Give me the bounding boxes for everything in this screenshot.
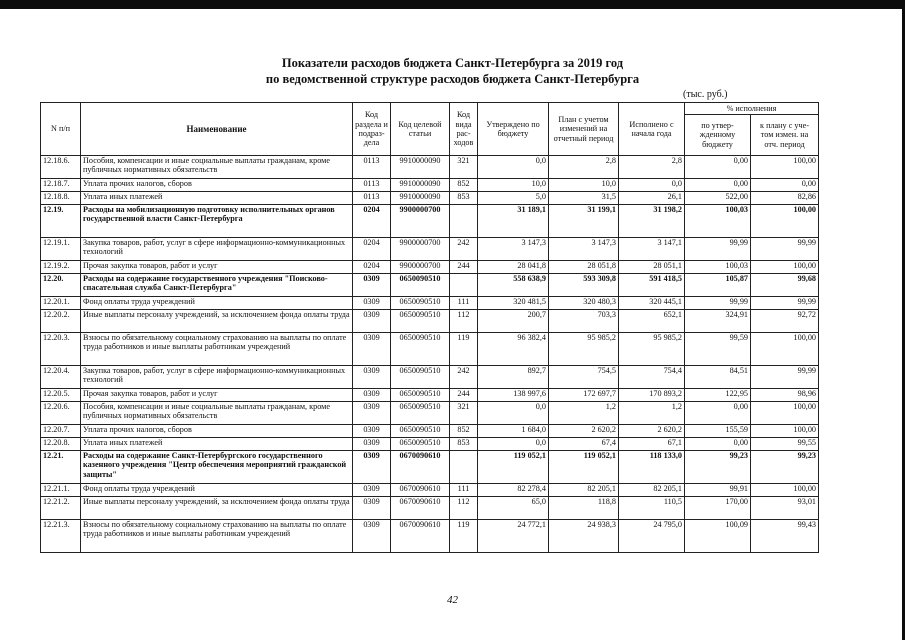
row-percent-budget: 99,99: [685, 238, 751, 261]
row-percent-plan: 99,43: [751, 520, 819, 553]
row-section-code: 0309: [353, 425, 391, 438]
table-row: [41, 192, 819, 205]
table-row: [41, 389, 819, 402]
row-section-code: 0309: [353, 310, 391, 333]
row-executed: 2,8: [619, 156, 685, 179]
top-scan-border: [0, 0, 905, 9]
row-executed: 31 198,2: [619, 205, 685, 238]
row-approved: 0,0: [478, 402, 549, 425]
row-executed: 170 893,2: [619, 389, 685, 402]
row-percent-budget: 122,95: [685, 389, 751, 402]
row-plan: 28 051,8: [549, 261, 619, 274]
row-section-code: 0204: [353, 238, 391, 261]
row-percent-plan: 0,00: [751, 179, 819, 192]
row-approved: 65,0: [478, 497, 549, 520]
row-executed: 652,1: [619, 310, 685, 333]
row-kind-code: 244: [450, 261, 478, 274]
row-executed: 95 985,2: [619, 333, 685, 366]
row-target-code: 9900000700: [391, 205, 450, 238]
row-section-code: 0309: [353, 274, 391, 297]
row-percent-plan: 100,00: [751, 205, 819, 238]
row-kind-code: 321: [450, 402, 478, 425]
row-plan: 24 938,3: [549, 520, 619, 553]
row-executed: 26,1: [619, 192, 685, 205]
row-section-code: 0309: [353, 451, 391, 484]
row-target-code: 0650090510: [391, 389, 450, 402]
table-row: [41, 366, 819, 389]
row-executed: 24 795,0: [619, 520, 685, 553]
row-executed: 2 620,2: [619, 425, 685, 438]
row-target-code: 0670090610: [391, 497, 450, 520]
table-row: [41, 451, 819, 484]
row-section-code: 0309: [353, 438, 391, 451]
header-approved: Утверждено по бюджету: [478, 103, 549, 156]
row-num: 12.20.8.: [41, 438, 81, 451]
row-num: 12.20.1.: [41, 297, 81, 310]
row-percent-budget: 105,87: [685, 274, 751, 297]
header-section-code: Код раздела и подраз- дела: [353, 103, 391, 156]
row-percent-plan: 99,55: [751, 438, 819, 451]
document-title-line-2: по ведомственной структуре расходов бюджета Санкт-Петербурга: [265, 72, 640, 86]
table-body: [41, 156, 819, 553]
row-approved: 0,0: [478, 156, 549, 179]
row-approved: 1 684,0: [478, 425, 549, 438]
row-section-code: 0113: [353, 179, 391, 192]
table-row: [41, 179, 819, 192]
row-num: 12.19.: [41, 205, 81, 238]
row-target-code: 0650090510: [391, 438, 450, 451]
row-kind-code: 244: [450, 389, 478, 402]
table-row: [41, 274, 819, 297]
row-section-code: 0204: [353, 205, 391, 238]
row-percent-budget: 0,00: [685, 402, 751, 425]
row-kind-code: 112: [450, 497, 478, 520]
row-section-code: 0309: [353, 520, 391, 553]
row-plan: 31,5: [549, 192, 619, 205]
row-percent-plan: 100,00: [751, 261, 819, 274]
row-percent-plan: 82,86: [751, 192, 819, 205]
document-title-line-1: Показатели расходов бюджета Санкт-Петербурга за 2019 год: [281, 56, 624, 70]
row-percent-budget: 99,59: [685, 333, 751, 366]
table-row: [41, 156, 819, 179]
row-name: Уплата прочих налогов, сборов: [81, 179, 353, 192]
row-approved: 31 189,1: [478, 205, 549, 238]
row-percent-plan: 99,23: [751, 451, 819, 484]
row-num: 12.19.2.: [41, 261, 81, 274]
row-num: 12.18.6.: [41, 156, 81, 179]
row-executed: 67,1: [619, 438, 685, 451]
row-num: 12.20.5.: [41, 389, 81, 402]
row-percent-budget: 99,91: [685, 484, 751, 497]
row-section-code: 0309: [353, 389, 391, 402]
row-percent-budget: 99,99: [685, 297, 751, 310]
row-percent-plan: 98,96: [751, 389, 819, 402]
row-approved: 82 278,4: [478, 484, 549, 497]
row-plan: 10,0: [549, 179, 619, 192]
row-plan: 119 052,1: [549, 451, 619, 484]
row-approved: 200,7: [478, 310, 549, 333]
header-percent-plan: к плану с уче- том измен. на отч. период: [751, 115, 819, 156]
table-row: [41, 261, 819, 274]
row-num: 12.20.2.: [41, 310, 81, 333]
header-percent-group: % исполнения: [685, 103, 819, 115]
row-plan: 703,3: [549, 310, 619, 333]
row-percent-plan: 100,00: [751, 402, 819, 425]
row-percent-budget: 155,59: [685, 425, 751, 438]
row-section-code: 0309: [353, 333, 391, 366]
table-row: [41, 205, 819, 238]
row-target-code: 0670090610: [391, 451, 450, 484]
row-executed: 754,4: [619, 366, 685, 389]
row-num: 12.20.4.: [41, 366, 81, 389]
row-target-code: 0670090610: [391, 484, 450, 497]
row-kind-code: [450, 451, 478, 484]
table-row: [41, 310, 819, 333]
row-target-code: 9900000700: [391, 261, 450, 274]
row-name: Взносы по обязательному социальному страхованию на выплаты по оплате труда работников и иные выплаты работникам учреждений: [81, 520, 353, 553]
row-name: Уплата иных платежей: [81, 192, 353, 205]
row-percent-budget: 324,91: [685, 310, 751, 333]
row-num: 12.21.1.: [41, 484, 81, 497]
row-plan: 754,5: [549, 366, 619, 389]
row-percent-plan: 92,72: [751, 310, 819, 333]
row-percent-budget: 522,00: [685, 192, 751, 205]
table-row: [41, 402, 819, 425]
row-section-code: 0309: [353, 297, 391, 310]
row-percent-plan: 100,00: [751, 333, 819, 366]
row-target-code: 9910000090: [391, 156, 450, 179]
row-kind-code: 111: [450, 297, 478, 310]
table-row: [41, 484, 819, 497]
row-target-code: 0670090610: [391, 520, 450, 553]
row-section-code: 0204: [353, 261, 391, 274]
row-num: 12.18.8.: [41, 192, 81, 205]
row-approved: 3 147,3: [478, 238, 549, 261]
row-target-code: 0650090510: [391, 366, 450, 389]
row-approved: 320 481,5: [478, 297, 549, 310]
row-plan: 31 199,1: [549, 205, 619, 238]
row-kind-code: 119: [450, 333, 478, 366]
row-name: Фонд оплаты труда учреждений: [81, 297, 353, 310]
row-section-code: 0113: [353, 192, 391, 205]
row-percent-budget: 84,51: [685, 366, 751, 389]
row-percent-budget: 100,09: [685, 520, 751, 553]
row-executed: 320 445,1: [619, 297, 685, 310]
row-section-code: 0309: [353, 497, 391, 520]
row-name: Пособия, компенсации и иные социальные выплаты гражданам, кроме публичных нормативных обязательств: [81, 402, 353, 425]
row-plan: 67,4: [549, 438, 619, 451]
row-kind-code: 242: [450, 238, 478, 261]
row-target-code: 9910000090: [391, 179, 450, 192]
row-target-code: 0650090510: [391, 402, 450, 425]
row-target-code: 0650090510: [391, 274, 450, 297]
row-name: Фонд оплаты труда учреждений: [81, 484, 353, 497]
row-plan: 2,8: [549, 156, 619, 179]
row-approved: 558 638,9: [478, 274, 549, 297]
row-executed: 1,2: [619, 402, 685, 425]
header-plan: План с учетом изменений на отчетный период: [549, 103, 619, 156]
row-kind-code: 853: [450, 438, 478, 451]
row-percent-budget: 100,03: [685, 261, 751, 274]
row-section-code: 0309: [353, 366, 391, 389]
row-name: Пособия, компенсации и иные социальные выплаты гражданам, кроме публичных нормативных обязательств: [81, 156, 353, 179]
row-approved: 119 052,1: [478, 451, 549, 484]
table-row: [41, 297, 819, 310]
row-executed: 3 147,1: [619, 238, 685, 261]
row-plan: 95 985,2: [549, 333, 619, 366]
row-target-code: 9910000090: [391, 192, 450, 205]
row-percent-budget: 170,00: [685, 497, 751, 520]
row-plan: 3 147,3: [549, 238, 619, 261]
table-row: [41, 333, 819, 366]
row-kind-code: 119: [450, 520, 478, 553]
row-plan: 172 697,7: [549, 389, 619, 402]
row-name: Закупка товаров, работ, услуг в сфере информационно-коммуникационных технологий: [81, 238, 353, 261]
row-percent-plan: 100,00: [751, 484, 819, 497]
table-row: [41, 520, 819, 553]
row-name: Уплата иных платежей: [81, 438, 353, 451]
row-percent-budget: 100,03: [685, 205, 751, 238]
row-approved: 0,0: [478, 438, 549, 451]
row-name: Прочая закупка товаров, работ и услуг: [81, 389, 353, 402]
row-target-code: 0650090510: [391, 297, 450, 310]
row-executed: 118 133,0: [619, 451, 685, 484]
row-percent-plan: 99,68: [751, 274, 819, 297]
page-number: 42: [447, 594, 458, 606]
row-num: 12.21.3.: [41, 520, 81, 553]
row-executed: 82 205,1: [619, 484, 685, 497]
row-target-code: 0650090510: [391, 333, 450, 366]
row-num: 12.21.: [41, 451, 81, 484]
row-kind-code: 111: [450, 484, 478, 497]
header-name: Наименование: [81, 103, 353, 156]
row-percent-plan: 99,99: [751, 366, 819, 389]
row-percent-budget: 0,00: [685, 156, 751, 179]
header-num: N п/п: [41, 103, 81, 156]
row-percent-plan: 100,00: [751, 156, 819, 179]
row-target-code: 9900000700: [391, 238, 450, 261]
row-num: 12.21.2.: [41, 497, 81, 520]
row-plan: 118,8: [549, 497, 619, 520]
row-kind-code: 112: [450, 310, 478, 333]
row-num: 12.20.: [41, 274, 81, 297]
row-percent-plan: 99,99: [751, 238, 819, 261]
table-row: [41, 425, 819, 438]
row-executed: 28 051,1: [619, 261, 685, 274]
expenditure-table: [40, 102, 819, 553]
row-percent-budget: 99,23: [685, 451, 751, 484]
row-kind-code: 321: [450, 156, 478, 179]
row-percent-plan: 99,99: [751, 297, 819, 310]
row-num: 12.18.7.: [41, 179, 81, 192]
row-percent-plan: 93,01: [751, 497, 819, 520]
row-plan: 320 480,3: [549, 297, 619, 310]
table-row: [41, 238, 819, 261]
row-percent-budget: 0,00: [685, 179, 751, 192]
row-approved: 28 041,8: [478, 261, 549, 274]
row-approved: 10,0: [478, 179, 549, 192]
row-percent-budget: 0,00: [685, 438, 751, 451]
row-num: 12.19.1.: [41, 238, 81, 261]
row-name: Иные выплаты персоналу учреждений, за исключением фонда оплаты труда: [81, 497, 353, 520]
row-plan: 2 620,2: [549, 425, 619, 438]
row-kind-code: 853: [450, 192, 478, 205]
row-kind-code: 852: [450, 425, 478, 438]
units-note: (тыс. руб.): [683, 89, 728, 100]
row-section-code: 0309: [353, 484, 391, 497]
row-executed: 110,5: [619, 497, 685, 520]
row-name: Прочая закупка товаров, работ и услуг: [81, 261, 353, 274]
header-percent-budget: по утвер- жденному бюджету: [685, 115, 751, 156]
row-kind-code: 852: [450, 179, 478, 192]
row-name: Расходы на мобилизационную подготовку исполнительных органов государственной власти Санкт-Петербурга: [81, 205, 353, 238]
row-approved: 96 382,4: [478, 333, 549, 366]
row-num: 12.20.6.: [41, 402, 81, 425]
row-percent-plan: 100,00: [751, 425, 819, 438]
row-name: Иные выплаты персоналу учреждений, за исключением фонда оплаты труда: [81, 310, 353, 333]
row-num: 12.20.3.: [41, 333, 81, 366]
row-section-code: 0113: [353, 156, 391, 179]
row-target-code: 0650090510: [391, 310, 450, 333]
row-name: Закупка товаров, работ, услуг в сфере информационно-коммуникационных технологий: [81, 366, 353, 389]
row-executed: 591 418,5: [619, 274, 685, 297]
row-name: Уплата прочих налогов, сборов: [81, 425, 353, 438]
row-approved: 138 997,6: [478, 389, 549, 402]
row-name: Расходы на содержание государственного учреждения "Поисково-спасательная служба Санкт-Петербурга": [81, 274, 353, 297]
row-plan: 1,2: [549, 402, 619, 425]
row-plan: 593 309,8: [549, 274, 619, 297]
row-kind-code: [450, 205, 478, 238]
row-name: Взносы по обязательному социальному страхованию на выплаты по оплате труда работников и иные выплаты работникам учреждений: [81, 333, 353, 366]
row-approved: 5,0: [478, 192, 549, 205]
row-plan: 82 205,1: [549, 484, 619, 497]
row-num: 12.20.7.: [41, 425, 81, 438]
table-row: [41, 497, 819, 520]
row-kind-code: [450, 274, 478, 297]
header-kind-code: Код вида рас- ходов: [450, 103, 478, 156]
table-row: [41, 438, 819, 451]
row-executed: 0,0: [619, 179, 685, 192]
row-section-code: 0309: [353, 402, 391, 425]
row-approved: 24 772,1: [478, 520, 549, 553]
header-executed: Исполнено с начала года: [619, 103, 685, 156]
row-kind-code: 242: [450, 366, 478, 389]
table-header: [41, 103, 819, 156]
row-approved: 892,7: [478, 366, 549, 389]
row-target-code: 0650090510: [391, 425, 450, 438]
row-name: Расходы на содержание Санкт-Петербургского государственного казенного учреждения "Центр обеспечения мероприятий гражданской защиты": [81, 451, 353, 484]
header-target-code: Код целевой статьи: [391, 103, 450, 156]
